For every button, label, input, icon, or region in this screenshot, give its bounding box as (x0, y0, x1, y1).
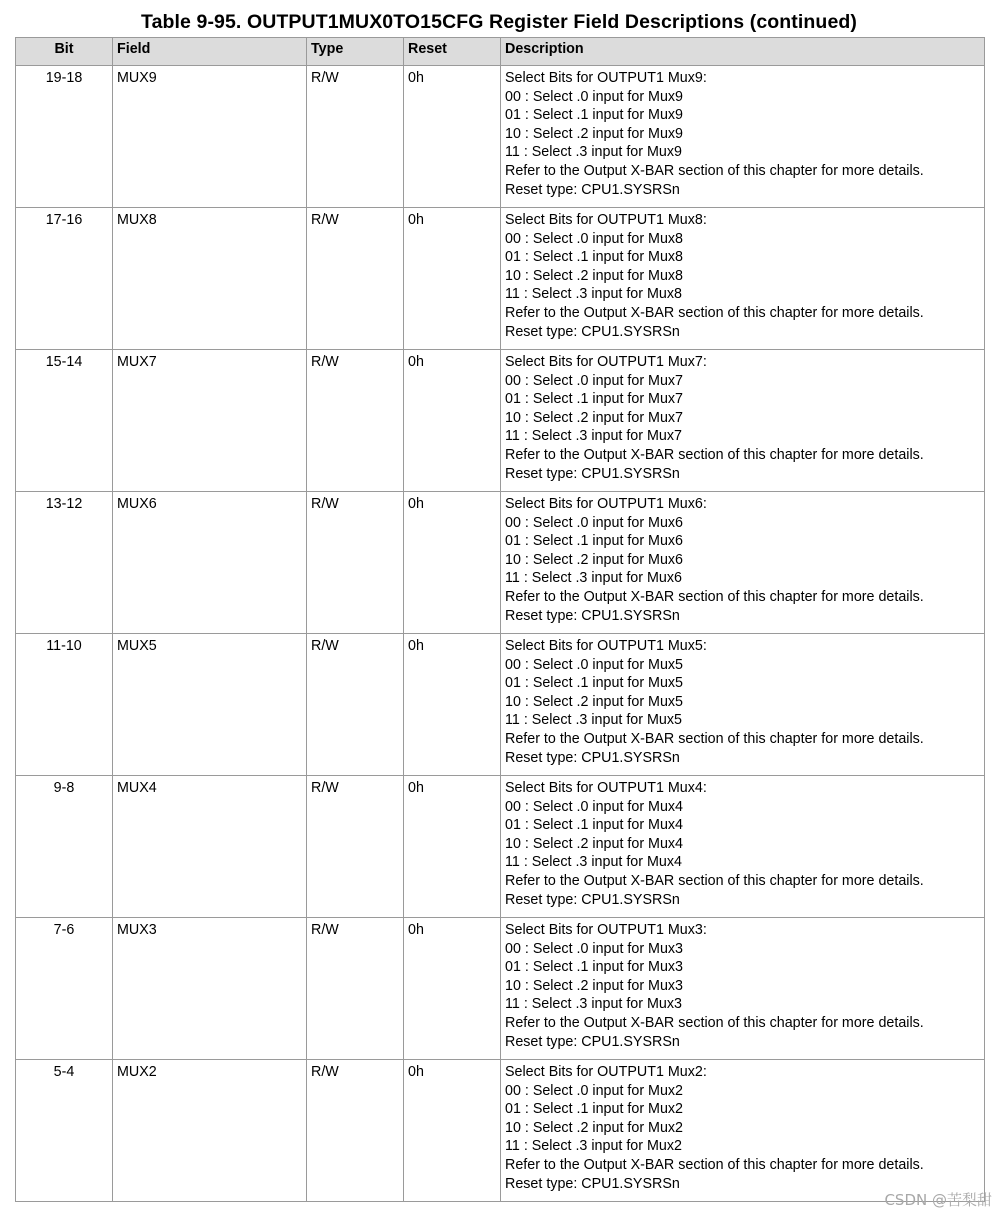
cell-bit: 9-8 (16, 776, 113, 918)
description-line: 10 : Select .2 input for Mux3 (505, 977, 684, 994)
description-line: 01 : Select .1 input for Mux4 (505, 817, 684, 834)
description-line: 00 : Select .0 input for Mux5 (505, 656, 684, 673)
description-line: Reset type: CPU1.SYSRSn (505, 1175, 680, 1192)
table-header-row (16, 38, 985, 66)
description-line: 00 : Select .0 input for Mux8 (505, 230, 684, 247)
description-line: 11 : Select .3 input for Mux3 (505, 996, 682, 1013)
cell-description (501, 66, 985, 208)
cell-reset: 0h (404, 1060, 501, 1202)
description-line: 11 : Select .3 input for Mux6 (505, 570, 682, 587)
description-line: Reset type: CPU1.SYSRSn (505, 607, 680, 624)
description-line: Refer to the Output X-BAR section of this chapter for more details. (505, 1014, 924, 1031)
description-line: Select Bits for OUTPUT1 Mux7: (505, 354, 707, 370)
cell-field: MUX2 (113, 1060, 307, 1202)
table-row (16, 492, 985, 634)
cell-bit: 17-16 (16, 208, 113, 350)
table-row (16, 208, 985, 350)
description-line: Refer to the Output X-BAR section of this chapter for more details. (505, 730, 924, 747)
cell-description (501, 1060, 985, 1202)
cell-bit: 5-4 (16, 1060, 113, 1202)
description-line: 11 : Select .3 input for Mux8 (505, 286, 682, 303)
cell-field: MUX4 (113, 776, 307, 918)
description-line: 01 : Select .1 input for Mux7 (505, 391, 684, 408)
description-line: 01 : Select .1 input for Mux8 (505, 249, 684, 266)
column-header-field: Field (113, 38, 307, 66)
description-line: 01 : Select .1 input for Mux6 (505, 533, 684, 550)
cell-type: R/W (307, 918, 404, 1060)
column-header-description: Description (501, 38, 985, 66)
description-line: 01 : Select .1 input for Mux2 (505, 1101, 684, 1118)
description-line: 00 : Select .0 input for Mux3 (505, 940, 684, 957)
cell-type: R/W (307, 66, 404, 208)
description-line: 10 : Select .2 input for Mux5 (505, 693, 684, 710)
cell-type: R/W (307, 634, 404, 776)
description-line: 11 : Select .3 input for Mux7 (505, 428, 682, 445)
register-field-table (15, 37, 985, 1202)
description-line: 00 : Select .0 input for Mux4 (505, 798, 684, 815)
description-line: 10 : Select .2 input for Mux6 (505, 551, 684, 568)
table-row (16, 918, 985, 1060)
cell-field: MUX5 (113, 634, 307, 776)
table-row (16, 634, 985, 776)
description-line: 01 : Select .1 input for Mux3 (505, 959, 684, 976)
description-line: Refer to the Output X-BAR section of this chapter for more details. (505, 588, 924, 605)
cell-type: R/W (307, 492, 404, 634)
cell-field: MUX6 (113, 492, 307, 634)
cell-bit: 11-10 (16, 634, 113, 776)
description-line: 11 : Select .3 input for Mux4 (505, 854, 682, 871)
description-line: 10 : Select .2 input for Mux2 (505, 1119, 684, 1136)
cell-reset: 0h (404, 776, 501, 918)
description-line: 11 : Select .3 input for Mux5 (505, 712, 682, 729)
table-row (16, 66, 985, 208)
cell-reset: 0h (404, 350, 501, 492)
description-line: 10 : Select .2 input for Mux9 (505, 125, 684, 142)
table-row (16, 350, 985, 492)
cell-bit: 13-12 (16, 492, 113, 634)
cell-description (501, 208, 985, 350)
table-row (16, 1060, 985, 1202)
cell-description (501, 492, 985, 634)
table-body (16, 66, 985, 1202)
description-line: 00 : Select .0 input for Mux6 (505, 514, 684, 531)
cell-reset: 0h (404, 492, 501, 634)
cell-description (501, 634, 985, 776)
cell-reset: 0h (404, 66, 501, 208)
cell-reset: 0h (404, 208, 501, 350)
cell-bit: 7-6 (16, 918, 113, 1060)
cell-field: MUX3 (113, 918, 307, 1060)
description-line: 10 : Select .2 input for Mux8 (505, 267, 684, 284)
description-line: Reset type: CPU1.SYSRSn (505, 1033, 680, 1050)
description-line: 00 : Select .0 input for Mux7 (505, 372, 684, 389)
table-title: Table 9-95. OUTPUT1MUX0TO15CFG Register Field Descriptions (continued) (141, 11, 857, 33)
cell-type: R/W (307, 1060, 404, 1202)
cell-field: MUX8 (113, 208, 307, 350)
cell-bit: 19-18 (16, 66, 113, 208)
description-line: 10 : Select .2 input for Mux4 (505, 835, 684, 852)
description-line: Reset type: CPU1.SYSRSn (505, 181, 680, 198)
table-row (16, 776, 985, 918)
description-line: Reset type: CPU1.SYSRSn (505, 323, 680, 340)
cell-type: R/W (307, 776, 404, 918)
cell-reset: 0h (404, 918, 501, 1060)
description-line: Select Bits for OUTPUT1 Mux2: (505, 1064, 707, 1080)
description-line: Select Bits for OUTPUT1 Mux9: (505, 70, 707, 86)
description-line: 11 : Select .3 input for Mux2 (505, 1138, 682, 1155)
cell-reset: 0h (404, 634, 501, 776)
cell-field: MUX7 (113, 350, 307, 492)
description-line: Select Bits for OUTPUT1 Mux8: (505, 212, 707, 228)
description-line: 00 : Select .0 input for Mux9 (505, 88, 684, 105)
description-line: Refer to the Output X-BAR section of this chapter for more details. (505, 162, 924, 179)
column-header-reset: Reset (404, 38, 501, 66)
cell-description (501, 776, 985, 918)
description-line: Select Bits for OUTPUT1 Mux3: (505, 922, 707, 938)
description-line: Refer to the Output X-BAR section of this chapter for more details. (505, 446, 924, 463)
description-line: Reset type: CPU1.SYSRSn (505, 749, 680, 766)
description-line: Select Bits for OUTPUT1 Mux6: (505, 496, 707, 512)
description-line: Refer to the Output X-BAR section of this chapter for more details. (505, 1156, 924, 1173)
description-line: 00 : Select .0 input for Mux2 (505, 1082, 684, 1099)
cell-type: R/W (307, 208, 404, 350)
cell-bit: 15-14 (16, 350, 113, 492)
description-line: Reset type: CPU1.SYSRSn (505, 465, 680, 482)
description-line: 10 : Select .2 input for Mux7 (505, 409, 684, 426)
description-line: Refer to the Output X-BAR section of this chapter for more details. (505, 872, 924, 889)
description-line: Select Bits for OUTPUT1 Mux5: (505, 638, 707, 654)
description-line: 01 : Select .1 input for Mux9 (505, 107, 684, 124)
description-line: Refer to the Output X-BAR section of this chapter for more details. (505, 304, 924, 321)
cell-field: MUX9 (113, 66, 307, 208)
column-header-bit: Bit (16, 38, 113, 66)
watermark: CSDN @苦梨甜 (884, 1191, 992, 1209)
description-line: Select Bits for OUTPUT1 Mux4: (505, 780, 707, 796)
description-line: 01 : Select .1 input for Mux5 (505, 675, 684, 692)
cell-description (501, 918, 985, 1060)
description-line: Reset type: CPU1.SYSRSn (505, 891, 680, 908)
column-header-type: Type (307, 38, 404, 66)
cell-description (501, 350, 985, 492)
description-line: 11 : Select .3 input for Mux9 (505, 144, 682, 161)
cell-type: R/W (307, 350, 404, 492)
